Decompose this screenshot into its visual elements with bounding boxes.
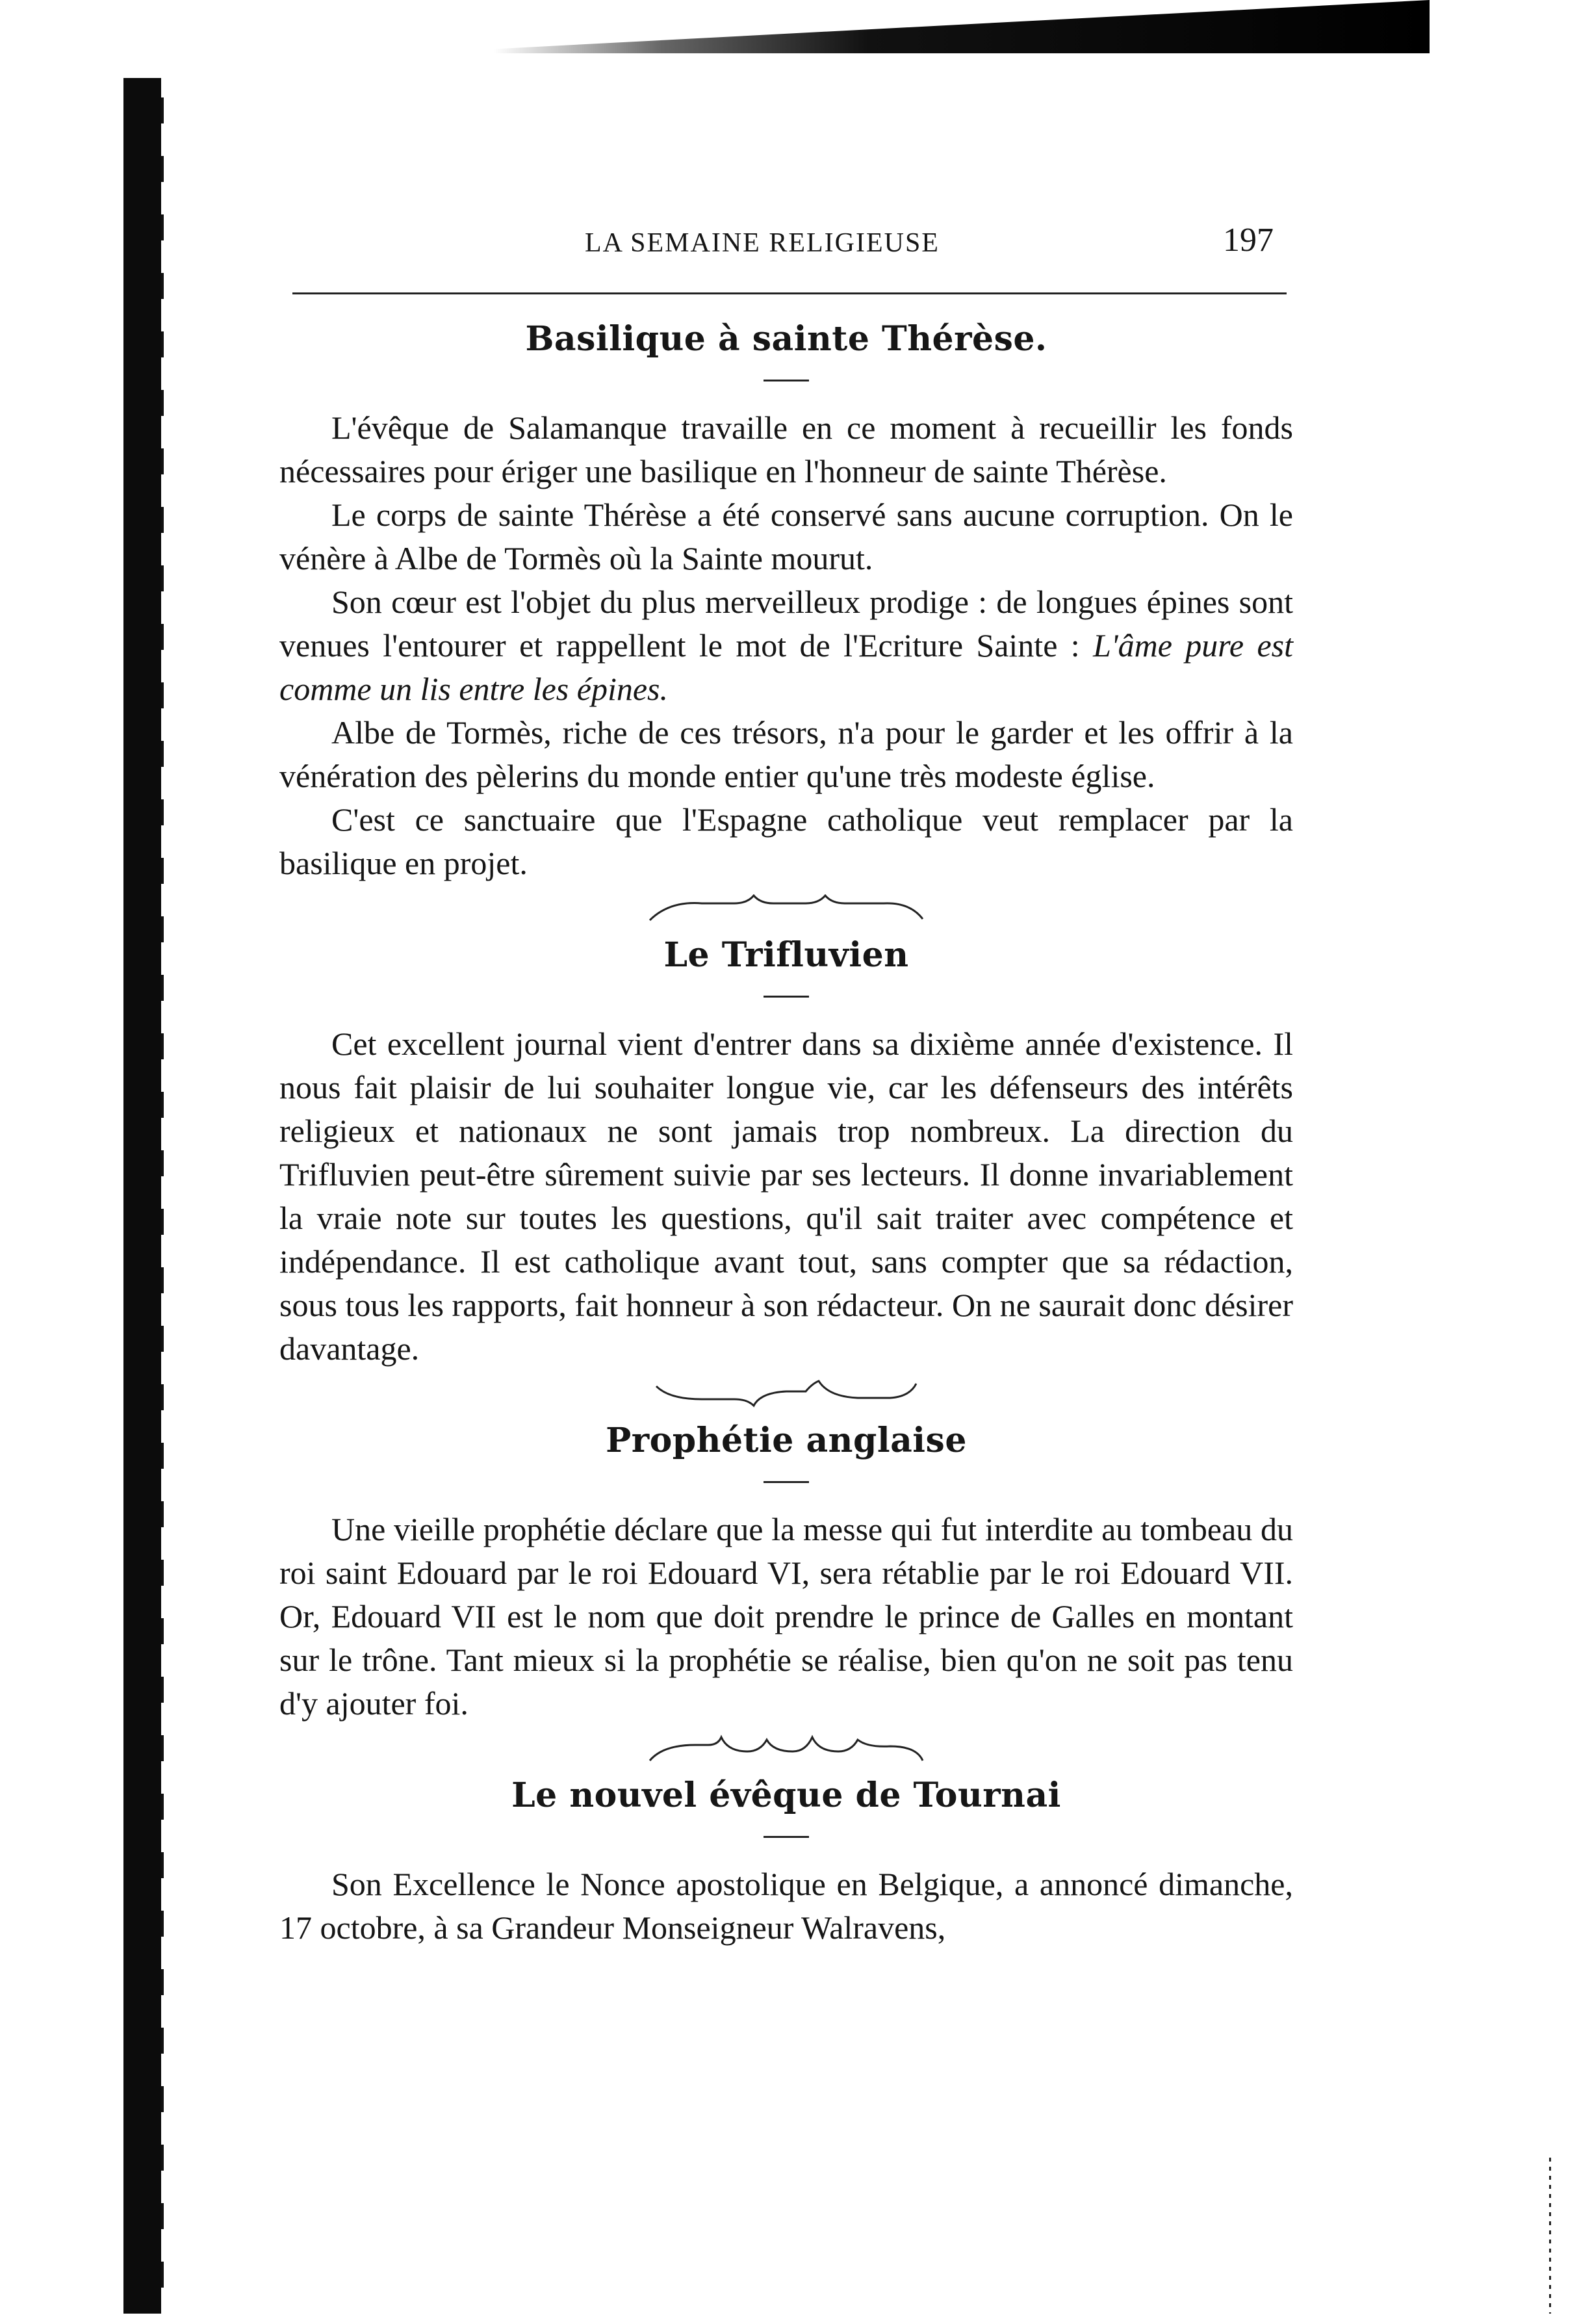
header-rule xyxy=(292,292,1287,294)
running-head-title: LA SEMAINE RELIGIEUSE xyxy=(585,228,940,258)
paragraph xyxy=(279,580,1293,711)
title-dash xyxy=(764,380,809,381)
title-dash xyxy=(764,996,809,998)
scan-marks-right xyxy=(1549,2158,1551,2314)
article-trifluvien xyxy=(279,935,1293,1371)
paragraph-text: Son cœur est l'objet du plus merveilleux prodige : de longues épines sont venues l'entourer et rappellent le mot de l'Ecriture Sainte : xyxy=(279,584,1293,664)
flourish-divider xyxy=(643,894,929,927)
article-prophetie xyxy=(279,1420,1293,1725)
article-basilique xyxy=(279,318,1293,885)
scan-border-top xyxy=(494,0,1430,53)
scan-border-left xyxy=(123,78,161,2314)
section-title: Basilique à sainte Thérèse. xyxy=(525,319,1047,359)
section-title: Le nouvel évêque de Tournai xyxy=(511,1775,1061,1815)
italic-quote: L'âme pure est comme un lis entre les épines. xyxy=(279,627,1294,707)
paragraph: Cet excellent journal vient d'entrer dans sa dixième année d'existence. Il nous fait plaisir de lui souhaiter longue vie, car les défenseurs des intérêts religieux et nationaux ne sont jamais trop nombreux. La direction du Trifluvien peut-être sûrement suivie par ses lecteurs. Il donne invariablement la vraie note sur toutes les questions, qu'il sait traiter avec compétence et indépendance. Il est catholique avant tout, sans compter que sa rédaction, sous tous les rapports, fait honneur à son rédacteur. On ne saurait donc désirer davantage. xyxy=(279,1026,1293,1367)
paragraph: C'est ce sanctuaire que l'Espagne catholique veut remplacer par la basilique en projet. xyxy=(279,801,1293,881)
scan-border-left-edge xyxy=(161,97,164,2307)
section-title: Prophétie anglaise xyxy=(606,1421,967,1460)
flourish-divider xyxy=(643,1380,929,1412)
section-title: Le Trifluvien xyxy=(663,935,909,975)
paragraph: Son Excellence le Nonce apostolique en Belgique, a annoncé dimanche, 17 octobre, à sa Grandeur Monseigneur Walravens, xyxy=(279,1866,1293,1946)
flourish-divider xyxy=(643,1735,929,1767)
title-dash xyxy=(764,1836,809,1838)
article-eveque-tournai xyxy=(279,1775,1293,1950)
page xyxy=(279,221,1293,1950)
title-dash xyxy=(764,1481,809,1483)
paragraph: Le corps de sainte Thérèse a été conservé sans aucune corruption. On le vénère à Albe de Tormès où la Sainte mourut. xyxy=(279,497,1293,576)
running-head xyxy=(279,221,1293,273)
paragraph: L'évêque de Salamanque travaille en ce moment à recueillir les fonds nécessaires pour ériger une basilique en l'honneur de sainte Thérèse. xyxy=(279,409,1293,489)
paragraph: Une vieille prophétie déclare que la messe qui fut interdite au tombeau du roi saint Edouard par le roi Edouard VI, sera rétablie par le roi Edouard VII. Or, Edouard VII est le nom que doit prendre le prince de Galles en montant sur le trône. Tant mieux si la prophétie se réalise, bien qu'on ne soit pas tenu d'y ajouter foi. xyxy=(279,1511,1293,1722)
page-number: 197 xyxy=(1223,222,1274,259)
paragraph: Albe de Tormès, riche de ces trésors, n'a pour le garder et les offrir à la vénération des pèlerins du monde entier qu'une très modeste église. xyxy=(279,714,1293,794)
